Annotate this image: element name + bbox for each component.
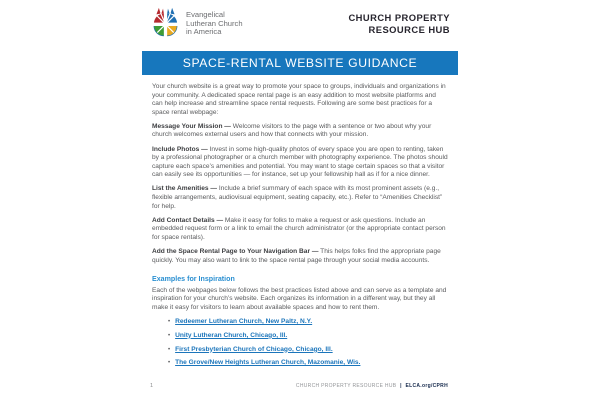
intro-paragraph: Your church website is a great way to promote your space to groups, individuals and organizations in your community. A dedicated space rental page is an easy addition to most website platforms and can help increase and streamline space rental requests. Following are some best practices for a space rental webpage: — [152, 83, 446, 116]
page-title: SPACE-RENTAL WEBSITE GUIDANCE — [182, 56, 418, 70]
elca-logo-icon — [150, 7, 181, 40]
hub-title — [348, 12, 450, 40]
practice-lead: Add the Space Rental Page to Your Navigation Bar — — [152, 248, 319, 255]
title-banner — [142, 51, 458, 75]
footer-divider: | — [400, 383, 402, 389]
practice-paragraph — [152, 146, 448, 180]
church-example-link[interactable]: First Presbyterian Church of Chicago, Chicago, Ill. — [175, 345, 333, 353]
org-name — [186, 11, 243, 37]
examples-link-list — [152, 318, 448, 366]
church-example-link[interactable]: The Grove/New Heights Lutheran Church, Mazomanie, Wis. — [175, 359, 361, 367]
document-body — [140, 75, 460, 366]
elca-brand — [150, 7, 243, 40]
practice-text: Include a brief summary of each space with its most prominent assets (e.g., flexible arrangements, audiovisual equipment, seating capacity, etc.). Refer to “Amenities Checklist” for help. — [152, 185, 443, 210]
practice-lead: Add Contact Details — — [152, 216, 224, 224]
church-example-link[interactable]: Redeemer Lutheran Church, New Paltz, N.Y. — [175, 317, 313, 325]
list-item — [152, 332, 448, 339]
list-item — [152, 359, 448, 366]
bullet-icon: • — [168, 346, 171, 353]
footer-site-link[interactable]: ELCA.org/CPRH — [405, 383, 448, 389]
footer-hub-label: CHURCH PROPERTY RESOURCE HUB — [295, 383, 397, 389]
bullet-icon: • — [168, 318, 171, 325]
org-name-line: in America — [186, 27, 222, 37]
practice-paragraph — [152, 217, 448, 243]
document-footer — [150, 383, 448, 389]
bullet-icon: • — [168, 332, 171, 339]
practice-paragraph — [152, 123, 448, 140]
practice-text: Make it easy for folks to make a request or ask questions. Include an embedded request form or a link to email the church administrator (or the appropriate contact person for space rentals). — [152, 216, 446, 241]
practice-lead: Message Your Mission — — [152, 122, 231, 130]
list-item — [152, 346, 448, 353]
page-number: 1 — [150, 383, 154, 389]
hub-title-line: CHURCH PROPERTY — [348, 12, 450, 23]
org-name-line: Lutheran Church — [186, 18, 243, 28]
document-page — [140, 0, 460, 400]
practice-text: This helps folks find the appropriate page quickly. You may also want to link to the space rental page through your social media accounts. — [152, 248, 441, 264]
practice-text: Invest in some high-quality photos of every space you are open to renting, taken by a professional photographer or a church member with photography experience. The photos should capture each space’s amenities and potential. You may want to stage certain spaces so that a visitor can easily see its opportunities — for instance, set up your fellowship hall as if for a nice dinner. — [152, 145, 448, 179]
practice-paragraph — [152, 248, 448, 265]
list-item — [152, 318, 448, 325]
document-header — [140, 0, 460, 40]
bullet-icon: • — [168, 360, 171, 367]
org-name-line: Evangelical — [186, 10, 225, 19]
examples-heading: Examples for Inspiration — [152, 275, 235, 284]
hub-title-line: RESOURCE HUB — [368, 24, 450, 36]
practice-lead: List the Amenities — — [152, 185, 217, 193]
footer-right — [296, 383, 448, 389]
examples-intro: Each of the webpages below follows the best practices listed above and can serve as a template and inspiration for your church’s website. Each organizes its information in a different way, but they all make it easy for visitors to learn about available spaces and how to rent them. — [152, 286, 447, 311]
church-example-link[interactable]: Unity Lutheran Church, Chicago, Ill. — [175, 331, 288, 339]
practice-paragraph — [152, 185, 448, 211]
practice-lead: Include Photos — — [152, 145, 208, 153]
practice-text: Welcome visitors to the page with a sentence or two about why your church welcomes external users and how that connects with your mission. — [152, 122, 432, 139]
